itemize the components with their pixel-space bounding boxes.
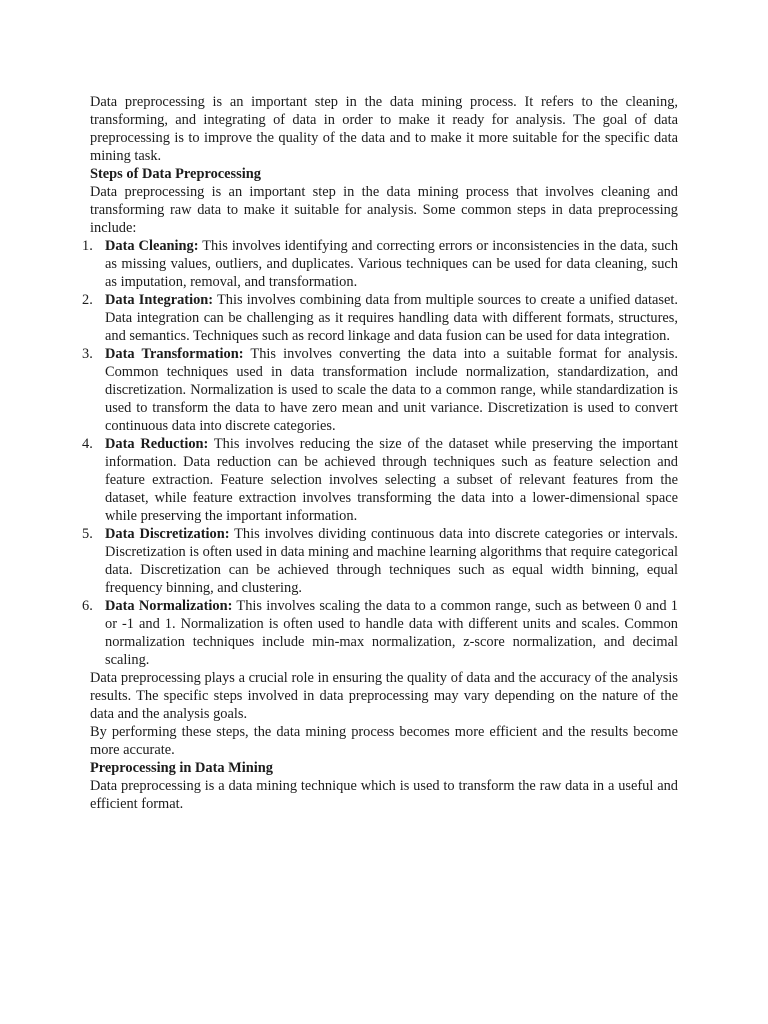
list-item-term: Data Transformation: xyxy=(105,346,244,362)
list-item xyxy=(82,237,679,291)
list-item-term: Data Normalization: xyxy=(105,598,233,614)
list-item-number: 6. xyxy=(82,598,93,614)
list-item xyxy=(82,525,678,597)
steps-heading: Steps of Data Preprocessing xyxy=(90,166,261,182)
list-item-number: 5. xyxy=(82,526,93,542)
steps-list xyxy=(82,237,679,669)
list-item xyxy=(82,435,678,525)
list-item-number: 3. xyxy=(82,346,93,362)
list-item-number: 1. xyxy=(82,238,93,254)
list-item-term: Data Integration: xyxy=(105,292,214,308)
list-item-text: This involves identifying and correcting errors or inconsistencies in the data, such as missing values, outliers, and duplicates. Various techniques can be used for data cleaning, such as imputation, removal, and transformation. xyxy=(105,238,679,290)
list-item-term: Data Discretization: xyxy=(105,526,230,542)
document-page xyxy=(82,93,679,813)
mining-paragraph: Data preprocessing is a data mining technique which is used to transform the raw data in a useful and efficient format. xyxy=(90,778,678,812)
list-item-text: This involves scaling the data to a common range, such as between 0 and 1 or -1 and 1. Normalization is often used to handle data with different units and scales. Common normalization techniques include min-max normalization, z-score normalization, and decimal scaling. xyxy=(105,598,678,668)
list-item-term: Data Reduction: xyxy=(105,436,209,452)
conclusion-paragraph-1: Data preprocessing plays a crucial role in ensuring the quality of data and the accuracy of the analysis results. The specific steps involved in data preprocessing may vary depending on the nature of the data and the analysis goals. xyxy=(90,670,678,722)
list-item-term: Data Cleaning: xyxy=(105,238,199,254)
list-item xyxy=(82,345,679,435)
list-item xyxy=(82,597,678,669)
conclusion-paragraph-2: By performing these steps, the data mining process becomes more efficient and the results become more accurate. xyxy=(90,724,678,758)
mining-heading: Preprocessing in Data Mining xyxy=(90,760,273,776)
intro-paragraph: Data preprocessing is an important step in the data mining process. It refers to the cleaning, transforming, and integrating of data in order to make it ready for analysis. The goal of data preprocessing is to improve the quality of the data and to make it more suitable for the specific data mining task. xyxy=(90,94,678,164)
list-item-number: 2. xyxy=(82,292,93,308)
list-item-text: This involves converting the data into a suitable format for analysis. Common techniques used in data transformation include normalization, standardization, and discretization. Normalization is used to scale the data to a common range, while standardization is used to transform the data to have zero mean and unit variance. Discretization is used to convert continuous data into discrete categories. xyxy=(105,346,679,434)
list-item-text: This involves dividing continuous data into discrete categories or intervals. Discretization is often used in data mining and machine learning algorithms that require categorical data. Discretization can be achieved through techniques such as equal width binning, equal frequency binning, and clustering. xyxy=(105,526,678,596)
list-item xyxy=(82,291,678,345)
list-item-number: 4. xyxy=(82,436,93,452)
steps-intro-paragraph: Data preprocessing is an important step in the data mining process that involves cleaning and transforming raw data to make it suitable for analysis. Some common steps in data preprocessing include: xyxy=(90,184,678,236)
list-item-text: This involves reducing the size of the dataset while preserving the important information. Data reduction can be achieved through techniques such as feature selection and feature extraction. Feature selection involves selecting a subset of relevant features from the dataset, while feature extraction involves transforming the data into a lower-dimensional space while preserving the important information. xyxy=(105,436,678,524)
list-item-text: This involves combining data from multiple sources to create a unified dataset. Data integration can be challenging as it requires handling data with different formats, structures, and semantics. Techniques such as record linkage and data fusion can be used for data integration. xyxy=(105,292,678,344)
